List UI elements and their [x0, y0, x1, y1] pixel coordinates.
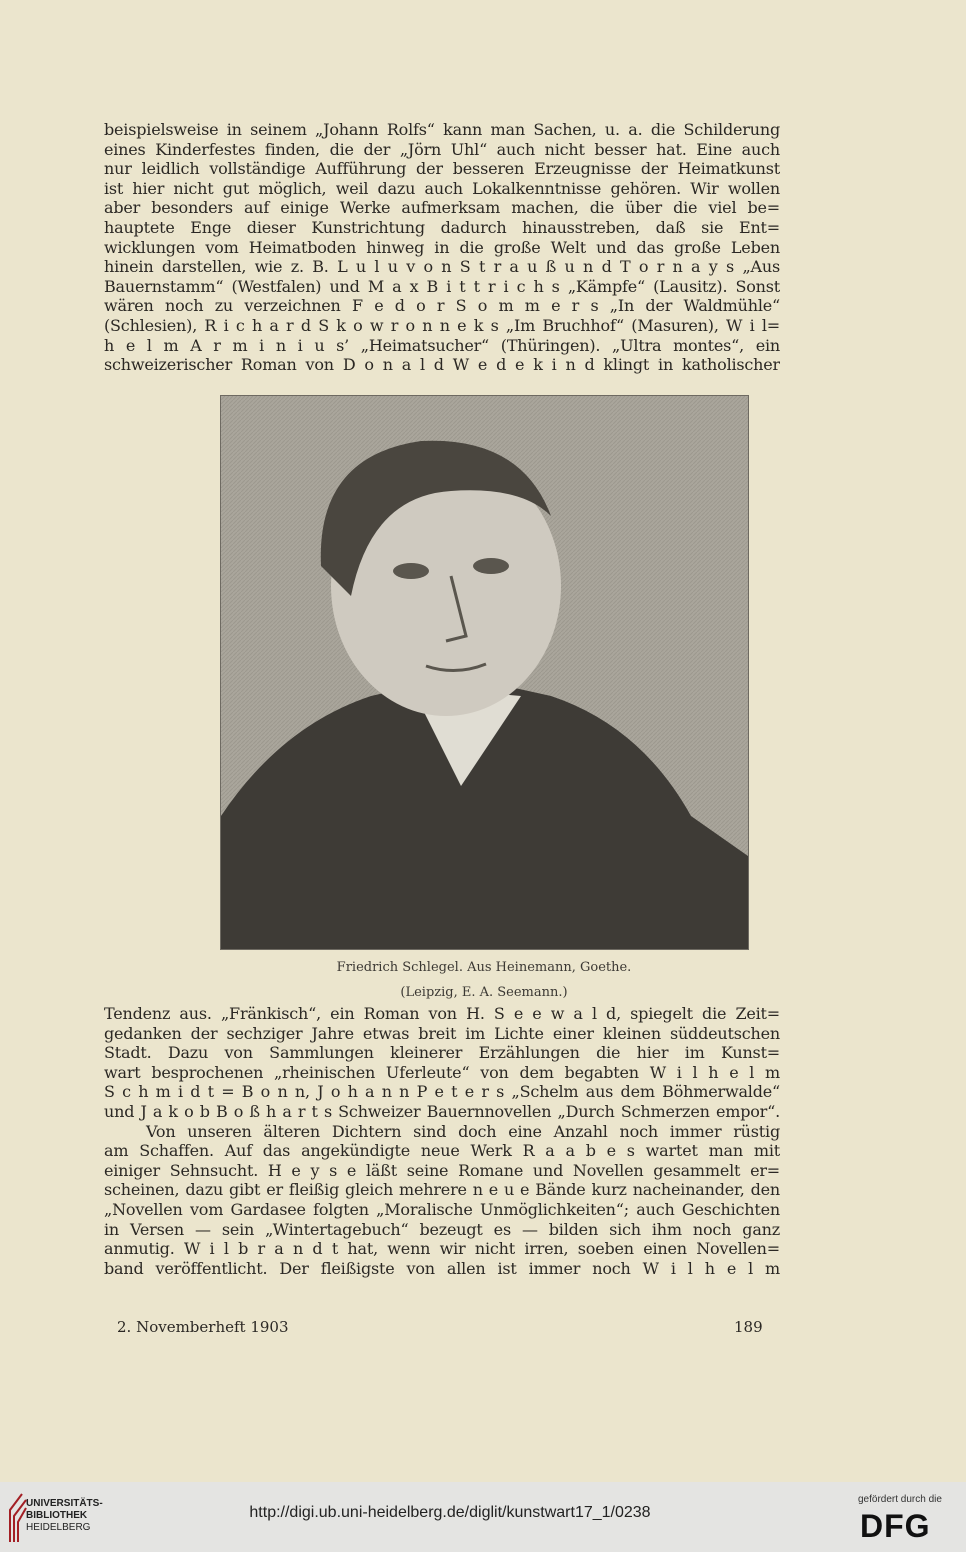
library-name: [26, 1498, 103, 1534]
library-line-1: UNIVERSITÄTS-: [26, 1498, 103, 1509]
text-line: am Schaffen. Auf das angekündigte neue Werk R a a b e s wartet man mit: [104, 1141, 780, 1161]
digitization-footer: [0, 1482, 966, 1552]
text-line: in Versen — sein „Wintertagebuch“ bezeugt es — bilden sich ihm noch ganz: [104, 1219, 780, 1239]
page-number: 189: [734, 1318, 763, 1336]
text-line: Stadt. Dazu von Sammlungen kleinerer Erzählungen die hier im Kunst=: [104, 1043, 780, 1063]
funded-by-label: gefördert durch die: [858, 1494, 942, 1505]
text-line: Von unseren älteren Dichtern sind doch eine Anzahl noch immer rüstig: [146, 1121, 780, 1141]
text-line: nur leidlich vollständige Aufführung der besseren Erzeugnisse der Heimatkunst: [104, 159, 780, 179]
text-line: anmutig. W i l b r a n d t hat, wenn wir nicht irren, soeben einen Novellen=: [104, 1239, 780, 1259]
text-line: und J a k o b B o ß h a r t s Schweizer Bauernnovellen „Durch Schmerzen empor“.: [104, 1101, 780, 1121]
library-line-3: HEIDELBERG: [26, 1522, 91, 1533]
text-line: aber besonders auf einige Werke aufmerksam machen, die über die viel be=: [104, 198, 780, 218]
text-block-top: [104, 120, 780, 375]
text-line: „Novellen vom Gardasee folgten „Moralische Unmöglichkeiten“; auch Geschichten: [104, 1199, 780, 1219]
text-line: hinein darstellen, wie z. B. L u l u v o n S t r a u ß u n d T o r n a y s „Aus: [104, 257, 780, 277]
text-line: eines Kinderfestes finden, die der „Jörn Uhl“ auch nicht besser hat. Eine auch: [104, 139, 780, 159]
text-line: hauptete Enge dieser Kunstrichtung dadurch hinausstreben, daß sie Ent=: [104, 217, 780, 237]
text-line: wären noch zu verzeichnen F e d o r S o m m e r s „In der Waldmühle“: [104, 296, 780, 316]
dfg-logo: DFG: [860, 1508, 931, 1544]
library-line-2: BIBLIOTHEK: [26, 1510, 88, 1521]
text-line: band veröffentlicht. Der fleißigste von allen ist immer noch W i l h e l m: [104, 1258, 780, 1278]
text-line: schweizerischer Roman von D o n a l d W e d e k i n d klingt in katholischer: [104, 355, 780, 375]
portrait-image: [220, 395, 749, 950]
text-line: wart besprochenen „rheinischen Uferleute“ von dem begabten W i l h e l m: [104, 1062, 780, 1082]
portrait-illustration: [221, 396, 748, 949]
text-line: ist hier nicht gut möglich, weil dazu auch Lokalkenntnisse gehören. Wir wollen: [104, 178, 780, 198]
text-line: S c h m i d t = B o n n, J o h a n n P e t e r s „Schelm aus dem Böhmerwalde“: [104, 1082, 780, 1102]
permalink-url[interactable]: http://digi.ub.uni-heidelberg.de/diglit/kunstwart17_1/0238: [249, 1504, 651, 1521]
text-line: (Schlesien), R i c h a r d S k o w r o n n e k s „Im Bruchhof“ (Masuren), W i l=: [104, 315, 780, 335]
image-caption: Friedrich Schlegel. Aus Heinemann, Goethe.: [336, 960, 632, 975]
issue-label: 2. Novemberheft 1903: [117, 1318, 289, 1336]
text-line: Tendenz aus. „Fränkisch“, ein Roman von H. S e e w a l d, spiegelt die Zeit=: [104, 1004, 780, 1023]
text-line: beispielsweise in seinem „Johann Rolfs“ kann man Sachen, u. a. die Schilderung: [104, 120, 780, 139]
text-line: h e l m A r m i n i u s’ „Heimatsucher“ (Thüringen). „Ultra montes“, ein: [104, 335, 780, 355]
text-line: wicklungen vom Heimatboden hinweg in die große Welt und das große Leben: [104, 237, 780, 257]
text-line: einiger Sehnsucht. H e y s e läßt seine Romane und Novellen gesammelt er=: [104, 1160, 780, 1180]
text-line: gedanken der sechziger Jahre etwas breit im Lichte einer kleinen süddeutschen: [104, 1023, 780, 1043]
ub-heidelberg-logo-icon: [8, 1492, 28, 1544]
text-block-bottom: [104, 1004, 780, 1278]
image-caption-source: (Leipzig, E. A. Seemann.): [400, 985, 568, 1000]
text-line: scheinen, dazu gibt er fleißig gleich mehrere n e u e Bände kurz nacheinander, den: [104, 1180, 780, 1200]
text-line: Bauernstamm“ (Westfalen) und M a x B i t t r i c h s „Kämpfe“ (Lausitz). Sonst: [104, 276, 780, 296]
